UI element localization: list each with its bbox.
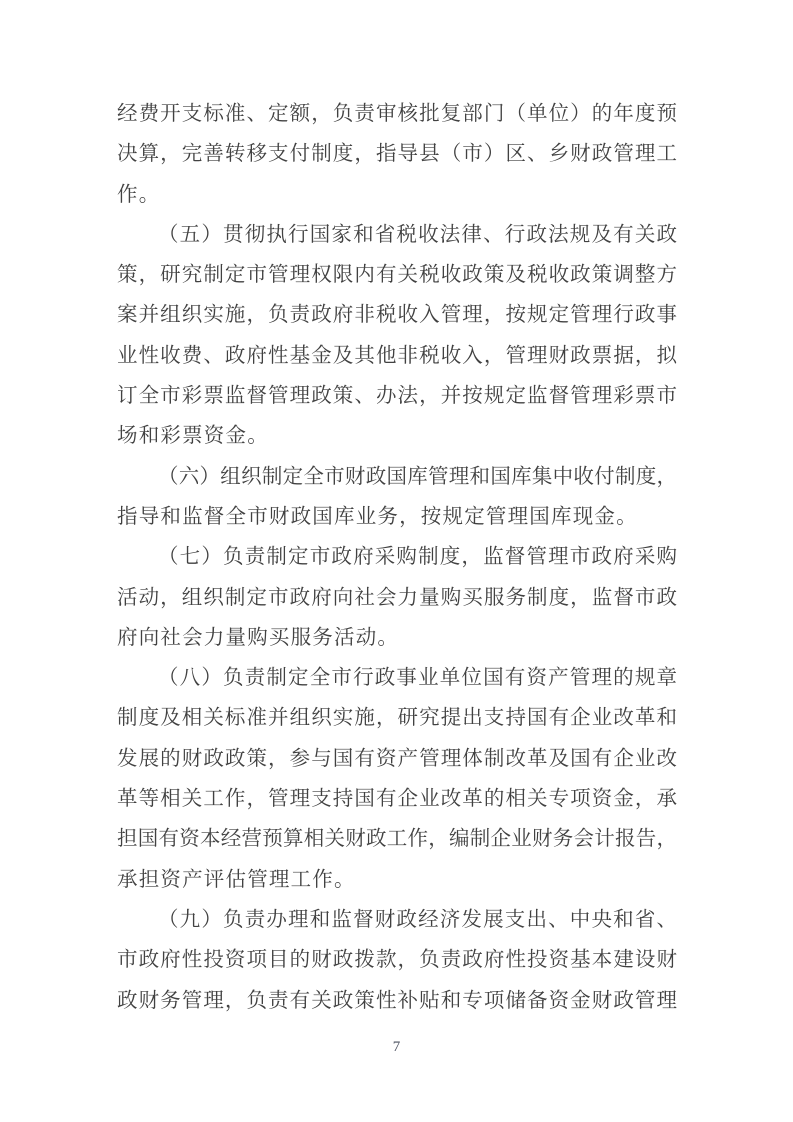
text-line: （八）负责制定全市行政事业单位国有资产管理的规章 xyxy=(158,667,677,690)
text-line: 业性收费、政府性基金及其他非税收入，管理财政票据，拟 xyxy=(117,344,677,367)
text-line: 活动，组织制定市政府向社会力量购买服务制度，监督市政 xyxy=(117,586,677,609)
text-line: 经费开支标准、定额，负责审核批复部门（单位）的年度预 xyxy=(117,103,677,125)
text-line: 指导和监督全市财政国库业务，按规定管理国库现金。 xyxy=(117,505,638,528)
text-line: 革等相关工作，管理支持国有企业改革的相关专项资金，承 xyxy=(117,788,677,811)
text-line: 决算，完善转移支付制度，指导县（市）区、乡财政管理工 xyxy=(117,143,677,166)
text-line: （六）组织制定全市财政国库管理和国库集中收付制度， xyxy=(158,465,677,488)
text-line: 发展的财政政策，参与国有资产管理体制改革及国有企业改 xyxy=(117,747,677,770)
text-line: 作。 xyxy=(117,183,161,206)
text-line: 担国有资本经营预算相关财政工作，编制企业财务会计报告， xyxy=(117,828,677,851)
text-line: 订全市彩票监督管理政策、办法，并按规定监督管理彩票市 xyxy=(117,385,677,408)
text-line: 市政府性投资项目的财政拨款，负责政府性投资基本建设财 xyxy=(117,949,677,972)
text-line: （七）负责制定市政府采购制度，监督管理市政府采购 xyxy=(158,546,677,569)
text-line: （九）负责办理和监督财政经济发展支出、中央和省、 xyxy=(158,908,677,931)
text-line: 制度及相关标准并组织实施，研究提出支持国有企业改革和 xyxy=(117,707,677,730)
text-line: 策，研究制定市管理权限内有关税收政策及税收政策调整方 xyxy=(117,264,677,287)
text-line: 场和彩票资金。 xyxy=(117,425,269,448)
text-line: 案并组织实施，负责政府非税收入管理，按规定管理行政事 xyxy=(117,304,677,327)
page-number: 7 xyxy=(392,1039,401,1055)
text-line: （五）贯彻执行国家和省税收法律、行政法规及有关政 xyxy=(158,223,677,246)
text-block xyxy=(117,94,677,1021)
text-line: 政财务管理，负责有关政策性补贴和专项储备资金财政管理 xyxy=(117,989,677,1012)
text-line: 府向社会力量购买服务活动。 xyxy=(117,626,400,649)
text-line: 承担资产评估管理工作。 xyxy=(117,868,356,891)
